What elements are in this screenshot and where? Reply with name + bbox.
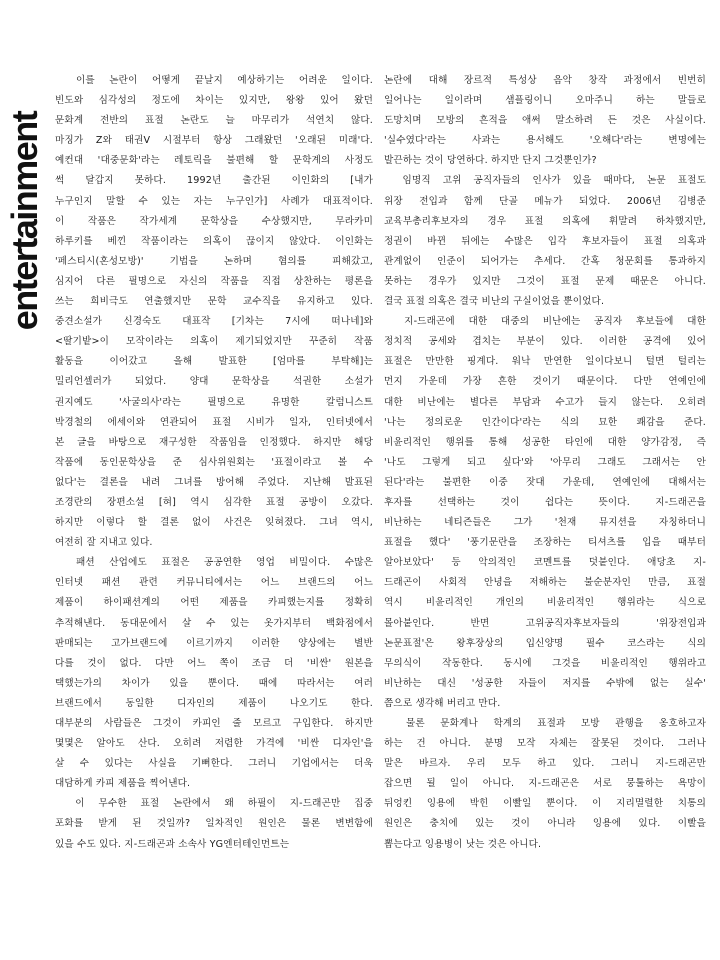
- text-line: <딸기밭>이 모작이라는 의혹이 제기되었지만 꾸준히 작품: [55, 336, 373, 348]
- text-line: 중견소설가 신경숙도 대표작 [기차는 7시에 떠나네]와: [55, 316, 373, 328]
- text-line: 말은 바르자. 우리 모두 하고 있다. 그러니 지-드래곤만: [384, 758, 706, 770]
- text-line: 된다'라는 불편한 이중 잣대 가운데, 연예인에 대해서는: [384, 476, 706, 488]
- text-line: 작품에 동인문학상을 준 심사위원회는 '표절이라고 볼 수: [55, 456, 373, 468]
- text-line: 있을 수도 있다. 지-드래곤과 소속사 YG엔터테인먼트는: [55, 838, 290, 850]
- text-line: 알아보았다' 등 악의적인 코멘트를 덧붙인다. 애당초 지-: [384, 557, 706, 569]
- text-line: '페스티시(혼성모방)' 기법을 논하며 혐의를 피해갔고,: [55, 255, 373, 267]
- text-line: 추적해낸다. 동대문에서 살 수 있는 옷가지부터 백화점에서: [55, 617, 373, 629]
- text-line: 제품이 하이패션계의 어떤 제품을 카피했는지를 정확히: [55, 597, 373, 609]
- text-line: 임명직 고위 공직자들의 인사가 있을 때마다, 논문 표절도: [384, 175, 706, 187]
- text-line: 밀리언셀러가 되었다. 양대 문학상을 석권한 소설가: [55, 376, 373, 388]
- text-line: 포화를 받게 된 것일까? 일차적인 원인은 물론 변변함에: [55, 818, 373, 830]
- text-line: 브랜드에서 동일한 디자인의 제품이 나오기도 한다.: [55, 697, 373, 709]
- text-line: 발끈하는 것이 당연하다. 하지만 단지 그것뿐인가?: [384, 155, 597, 167]
- text-line: 심지어 다른 필명으로 자신의 작품을 직접 상찬하는 평론을: [55, 275, 373, 287]
- text-line: 지-드래곤에 대한 대중의 비난에는 공직자 후보들에 대한: [384, 316, 706, 328]
- text-line: 여전히 잘 지내고 있다.: [55, 537, 153, 549]
- text-line: 누구인지 말할 수 있는 자는 누구인가] 사례가 대표적이다.: [55, 195, 373, 207]
- section-label-text: entertainment: [4, 111, 45, 331]
- text-line: 판매되는 고가브랜드에 이르기까지 이러한 양상에는 별반: [55, 637, 373, 649]
- text-line: 썩 달갑지 못하다. 1992년 출간된 이인화의 [내가: [55, 175, 373, 187]
- text-line: 비난하는 대신 '성공한 자들이 저지를 수밖에 없는 실수': [384, 677, 706, 689]
- text-line: 조경란의 장편소설 [혀] 역시 심각한 표절 공방이 오갔다.: [55, 496, 373, 508]
- text-line: 정권이 바뀐 뒤에는 수많은 입각 후보자들이 표절 의혹과: [384, 235, 706, 247]
- text-line: 예컨대 '대중문화'라는 레토릭을 불편해 할 문학계의 사정도: [55, 155, 373, 167]
- text-line: 뒤엉킨 잉용에 박힌 이빨일 뿐이다. 이 지리멸렬한 치통의: [384, 798, 706, 810]
- text-line: 정치적 공세와 겹치는 부분이 있다. 이러한 공격에 있어: [384, 336, 706, 348]
- text-line: 위장 전입과 함께 단골 메뉴가 되었다. 2006년 김병준: [384, 195, 706, 207]
- article-column-left: [55, 71, 373, 855]
- text-line: 쯤으로 생각해 버리고 만다.: [384, 697, 501, 709]
- text-line: 무의식이 작동한다. 동시에 그것을 비윤리적인 행위라고: [384, 657, 706, 669]
- text-line: 일어나는 일이라며 샘플링이니 오마주니 하는 말들로: [384, 95, 706, 107]
- text-line: 대담하게 카피 제품을 찍어낸다.: [55, 778, 191, 790]
- text-line: 하루키를 베낀 작품이라는 의혹이 끊이지 않았다. 이인화는: [55, 235, 373, 247]
- text-line: 살 수 있다는 사실을 기뻐한다. 그러니 기업에서는 더욱: [55, 758, 373, 770]
- text-line: 이를 논란이 어떻게 끝날지 예상하기는 어려운 일이다.: [55, 75, 373, 86]
- text-line: 비난하는 네티즌들은 그가 '천재 뮤지션을 자칭하더니: [384, 517, 706, 529]
- text-line: 뽑는다고 잉용병이 낫는 것은 아니다.: [384, 838, 542, 850]
- text-line: 못하는 경우가 있지만 그것이 표절 문제 때문은 아니다.: [384, 275, 706, 287]
- text-line: 하는 건 아니다. 분명 모작 자체는 잘못된 것이다. 그러나: [384, 738, 706, 750]
- text-line: 활동을 이어갔고 올해 발표한 [엄마를 부탁해]는: [55, 356, 373, 368]
- text-line: 마징가 Z와 태권V 시절부터 항상 그래왔던 '오래된 미래'다.: [55, 135, 373, 147]
- text-line: 비윤리적인 행위를 통해 성공한 타인에 대한 양가감정, 즉: [384, 436, 706, 448]
- text-line: 패션 산업에도 표절은 공공연한 영업 비밀이다. 수많은: [55, 557, 373, 569]
- text-line: 교육부총리후보자의 경우 표절 의혹에 휘말려 하차했지만,: [384, 215, 706, 227]
- section-label: [2, 86, 48, 356]
- text-line: 대한 비난에는 별다른 부담과 수고가 들지 않는다. 오히려: [384, 396, 706, 408]
- text-line: 박경철의 에세이와 연관되어 표절 시비가 일자, 인터넷에서: [55, 416, 373, 428]
- text-line: 후자를 선택하는 것이 쉽다는 뜻이다. 지-드래곤을: [384, 496, 706, 508]
- text-line: 쓰는 희비극도 연출했지만 문학 교수직을 유지하고 있다.: [55, 296, 373, 308]
- article-column-right: [384, 71, 706, 855]
- text-line: 표절은 만만한 핑계다. 워낙 만연한 일이다보니 털면 털리는: [384, 356, 706, 368]
- text-line: '나는 정의로운 인간이다'라는 식의 묘한 쾌감을 준다.: [384, 416, 706, 428]
- text-line: 문화계 전반의 표절 논란도 늘 마무리가 석연치 않다.: [55, 115, 373, 127]
- text-line: 드래곤이 사회적 안녕을 저해하는 불순분자인 만큼, 표절: [384, 577, 706, 589]
- text-line: 관계없이 인준이 되어가는 추세다. 간혹 청문회를 통과하지: [384, 255, 706, 267]
- text-line: 택했는가의 차이가 있을 뿐이다. 때에 따라서는 여러: [55, 677, 373, 689]
- text-line: 역시 비윤리적인 개인의 비윤리적인 행위라는 식으로: [384, 597, 706, 609]
- text-line: 결국 표절 의혹은 결국 비난의 구실이었을 뿐이었다.: [384, 296, 605, 308]
- text-line: '실수였다'라는 사과는 용서해도 '오해다'라는 변명에는: [384, 135, 706, 147]
- text-line: 없다'는 결론을 내려 그녀를 방어해 주었다. 지난해 발표된: [55, 476, 373, 488]
- text-line: 하지만 이렇다 할 결론 없이 사건은 잊혀졌다. 그녀 역시,: [55, 517, 373, 529]
- text-line: 권지예도 '사굴의사'라는 필명으로 유명한 칼럼니스트: [55, 396, 373, 408]
- text-line: 몰아붙인다. 반면 고위공직자후보자들의 '위장전입과: [384, 617, 706, 629]
- text-line: 물론 문화계나 학계의 표절과 모방 관행을 옹호하고자: [384, 718, 706, 729]
- text-line: 이 무수한 표절 논란에서 왜 하필이 지-드래곤만 집중: [55, 798, 373, 810]
- text-line: 빈도와 심각성의 정도에 차이는 있지만, 왕왕 있어 왔던: [55, 95, 373, 107]
- text-line: 이 작품은 작가세계 문학상을 수상했지만, 무라카미: [55, 215, 373, 227]
- text-line: 먼지 가운데 가장 흔한 것이기 때문이다. 다만 연예인에: [384, 376, 706, 388]
- text-line: 몇몇은 알아도 산다. 오히려 저렴한 가격에 '비싼 디자인'을: [55, 738, 373, 750]
- text-line: 인터넷 패션 관련 커뮤니티에서는 어느 브랜드의 어느: [55, 577, 373, 589]
- text-line: 대부분의 사람들은 그것이 카피인 줄 모르고 구입한다. 하지만: [55, 718, 373, 729]
- text-line: 다를 것이 없다. 다만 어느 쪽이 조금 더 '비싼' 원본을: [55, 657, 373, 669]
- text-line: 표절을 했다' '풍기문란을 조장하는 티셔츠를 입을 때부터: [384, 537, 706, 549]
- text-line: 잡으면 될 일이 아니다. 지-드래곤은 서로 뭉툴하는 욕망이: [384, 778, 706, 790]
- text-line: 본 글을 바탕으로 재구성한 작품임을 인정했다. 하지만 해당: [55, 436, 373, 448]
- text-line: 논문표절'은 왕후장상의 입신양명 필수 코스라는 식의: [384, 637, 706, 649]
- text-line: 논란에 대해 장르적 특성상 음악 창작 과정에서 빈번히: [384, 75, 706, 86]
- text-line: 원인은 충치에 있는 것이 아니라 잉용에 있다. 이빨을: [384, 818, 706, 830]
- text-line: '나도 그렇게 되고 싶다'와 '아무리 그래도 그래서는 안: [384, 456, 706, 468]
- text-line: 도망치며 모방의 흔적을 애써 말소하려 든 것은 사실이다.: [384, 115, 706, 127]
